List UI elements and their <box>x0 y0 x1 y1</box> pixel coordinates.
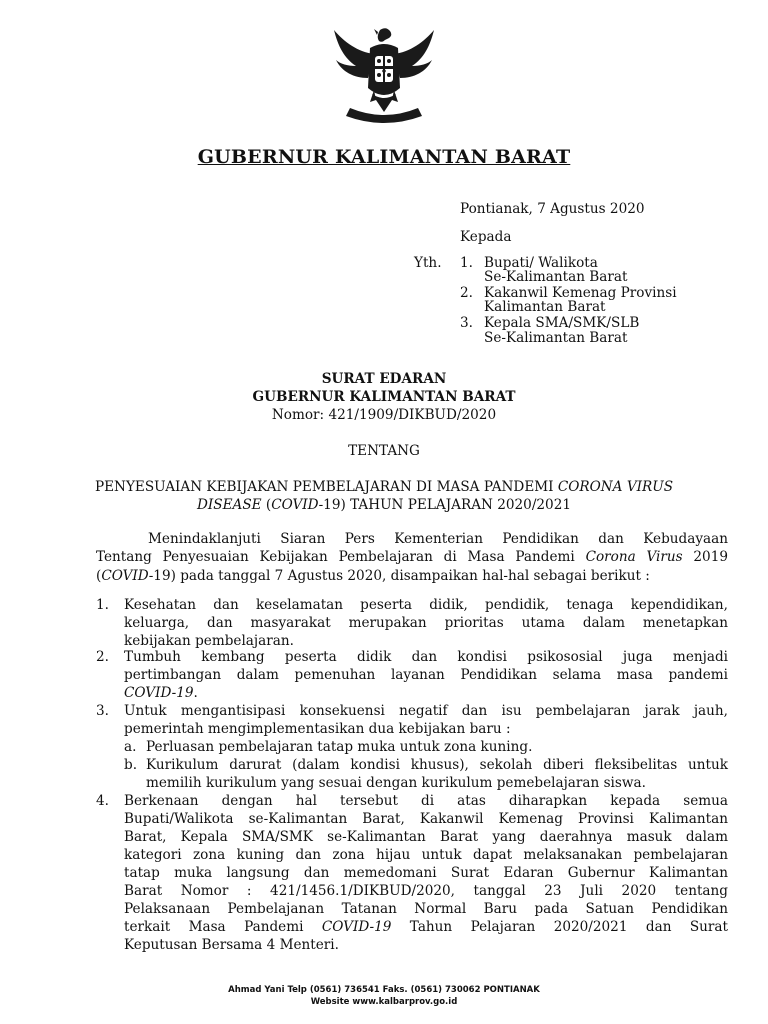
point-line: pemerintah mengimplementasikan dua kebijakan baru : <box>124 721 511 737</box>
point-line: COVID-19. <box>124 685 198 701</box>
subpoint-letter: a. <box>124 739 137 755</box>
footer-address: Ahmad Yani Telp (0561) 736541 Faks. (0561) 730062 PONTIANAK <box>228 985 540 995</box>
place-date: Pontianak, 7 Agustus 2020 <box>460 201 645 217</box>
subject-line: DISEASE (COVID-19) TAHUN PELAJARAN 2020/2021 <box>197 497 571 513</box>
point-line: Pelaksanaan Pembelajanan Tatanan Normal Baru pada Satuan Pendidikan <box>124 901 728 917</box>
point-line: Bupati/Walikota se-Kalimantan Barat, Kakanwil Kemenag Provinsi Kalimantan <box>124 811 728 827</box>
subpoint-line: Kurikulum darurat (dalam kondisi khusus), sekolah diberi fleksibelitas untuk <box>146 757 728 773</box>
recipient-line: Kalimantan Barat <box>484 299 606 315</box>
point-line: pertimbangan dalam pemenuhan layanan Pendidikan selama masa pandemi <box>124 667 728 683</box>
point-line: kategori zona kuning dan zona hijau untuk dapat melaksanakan pembelajaran <box>124 847 728 863</box>
letterhead-title: GUBERNUR KALIMANTAN BARAT <box>197 146 571 168</box>
point-number: 4. <box>96 793 109 809</box>
intro-line: Tentang Penyesuaian Kebijakan Pembelajaran di Masa Pandemi Corona Virus 2019 <box>96 549 728 565</box>
recipient-number: 1. <box>460 255 473 271</box>
footer-website: Website www.kalbarprov.go.id <box>310 997 458 1007</box>
point-number: 1. <box>96 597 109 613</box>
recipient-line: Kepala SMA/SMK/SLB <box>484 315 640 331</box>
point-line: tatap muka langsung dan memedomani Surat Edaran Gubernur Kalimantan <box>124 865 728 881</box>
point-number: 3. <box>96 703 109 719</box>
subpoint-line: memilih kurikulum yang sesuai dengan kurikulum pemebelajaran siswa. <box>146 775 646 791</box>
doc-type-title: SURAT EDARAN <box>321 371 447 387</box>
yth-label: Yth. <box>414 255 442 271</box>
point-number: 2. <box>96 649 109 665</box>
recipient-number: 2. <box>460 285 473 301</box>
recipient-line: Kakanwil Kemenag Provinsi <box>484 285 677 301</box>
recipient-number: 3. <box>460 315 473 331</box>
point-line: Untuk mengantisipasi konsekuensi negatif dan isu pembelajaran jarak jauh, <box>124 703 728 719</box>
point-line: Berkenaan dengan hal tersebut di atas diharapkan kepada semua <box>124 793 728 809</box>
subject-line: PENYESUAIAN KEBIJAKAN PEMBELAJARAN DI MASA PANDEMI CORONA VIRUS <box>94 479 674 495</box>
subpoint-letter: b. <box>124 757 138 773</box>
doc-issuer-title: GUBERNUR KALIMANTAN BARAT <box>252 389 516 405</box>
point-line: terkait Masa Pandemi COVID-19 Tahun Pelajaran 2020/2021 dan Surat <box>124 919 728 935</box>
point-line: Tumbuh kembang peserta didik dan kondisi psikososial juga menjadi <box>124 649 728 665</box>
recipient-line: Se-Kalimantan Barat <box>484 330 628 346</box>
intro-line: (COVID-19) pada tanggal 7 Agustus 2020, disampaikan hal-hal sebagai berikut : <box>96 568 650 584</box>
recipient-line: Se-Kalimantan Barat <box>484 269 628 285</box>
subpoint-line: Perluasan pembelajaran tatap muka untuk zona kuning. <box>146 739 533 755</box>
point-line: Kesehatan dan keselamatan peserta didik, pendidik, tenaga kependidikan, <box>124 597 728 613</box>
intro-line: Menindaklanjuti Siaran Pers Kementerian Pendidikan dan Kebudayaan <box>148 531 728 547</box>
kepada-label: Kepada <box>460 229 512 245</box>
point-line: kebijakan pembelajaran. <box>124 633 294 649</box>
point-line: Keputusan Bersama 4 Menteri. <box>124 937 339 953</box>
point-line: Barat, Kepala SMA/SMK se-Kalimantan Barat yang daerahnya masuk dalam <box>124 829 728 845</box>
recipient-line: Bupati/ Walikota <box>484 255 598 271</box>
point-line: Barat Nomor : 421/1456.1/DIKBUD/2020, tanggal 23 Juli 2020 tentang <box>124 883 728 899</box>
point-line: keluarga, dan masyarakat merupakan prioritas utama dalam menetapkan <box>124 615 728 631</box>
garuda-emblem-icon <box>328 24 440 132</box>
tentang-label: TENTANG <box>348 443 420 459</box>
doc-number: Nomor: 421/1909/DIKBUD/2020 <box>271 407 497 423</box>
